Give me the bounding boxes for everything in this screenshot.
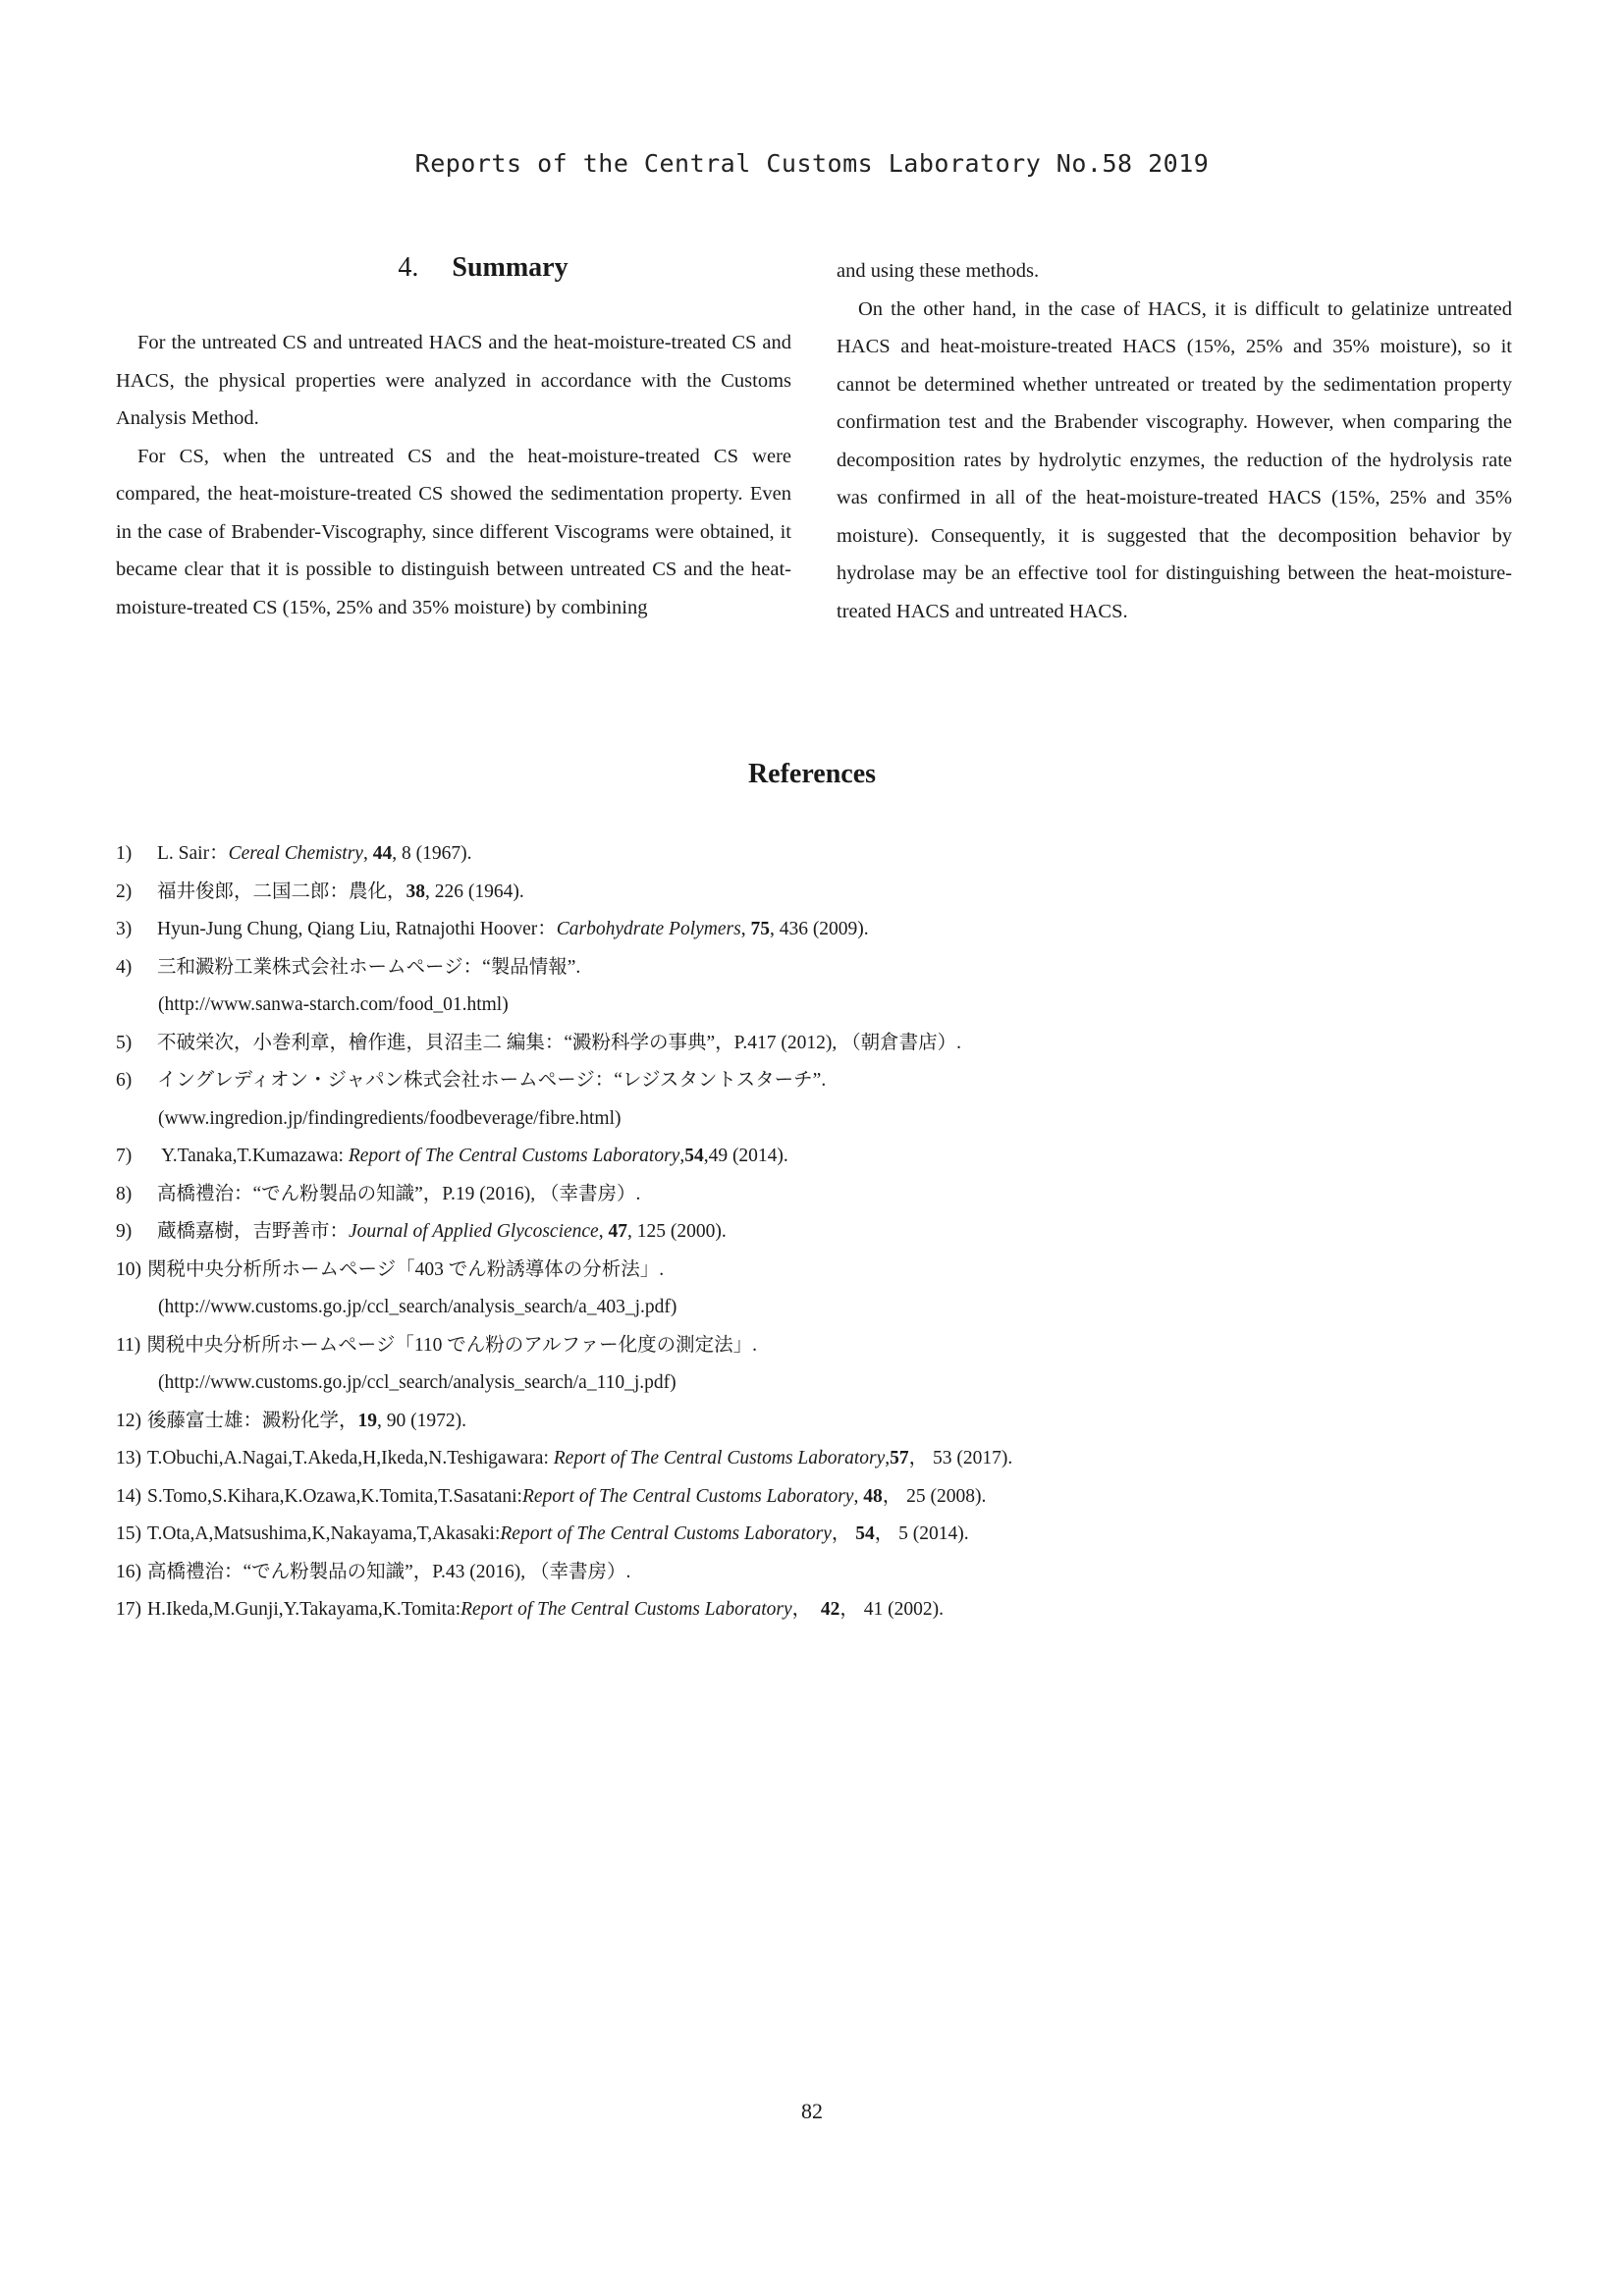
- section-number: 4.: [398, 252, 419, 283]
- reference-r: , 436 (2009).: [769, 919, 869, 939]
- reference-a: S.Tomo,S.Kihara,K.Ozawa,K.Tomita,T.Sasatani:: [147, 1485, 522, 1507]
- reference-number: 10): [116, 1258, 141, 1280]
- reference-v: 48: [863, 1485, 883, 1507]
- summary-paragraph-1: For the untreated CS and untreated HACS and the heat-moisture-treated CS and HACS, the physical properties were analyzed in accordance with the Customs Analysis Method.: [116, 332, 791, 429]
- reference-item: [116, 1403, 1510, 1441]
- reference-r: ,49 (2014).: [703, 1146, 788, 1166]
- reference-item: [116, 911, 1510, 949]
- reference-item: [116, 1176, 1510, 1214]
- reference-a: 高橋禮治：“でん粉製品の知識”，P.43 (2016), （幸書房）.: [147, 1561, 631, 1582]
- reference-r: ， 25 (2008).: [882, 1485, 987, 1507]
- reference-j: Report of The Central Customs Laboratory: [348, 1146, 680, 1166]
- reference-number: 5): [116, 1032, 133, 1053]
- reference-v: 75: [750, 919, 770, 939]
- reference-s1: ,: [679, 1146, 685, 1166]
- reference-r: , 90 (1972).: [377, 1410, 467, 1431]
- page-number: 82: [801, 2099, 823, 2123]
- reference-number: 11): [116, 1334, 141, 1356]
- reference-number: 13): [116, 1448, 141, 1468]
- reference-j: Report of The Central Customs Laboratory: [460, 1599, 792, 1620]
- reference-item: [116, 1478, 1510, 1517]
- reference-s1: ,: [885, 1448, 891, 1468]
- reference-item: [116, 1516, 1510, 1554]
- reference-a: イングレディオン・ジャパン株式会社ホームページ：“レジスタントスターチ”.: [157, 1070, 827, 1091]
- reference-number: 15): [116, 1523, 141, 1544]
- reference-item: [116, 1327, 1510, 1403]
- reference-item: [116, 1440, 1510, 1478]
- reference-item: [116, 1138, 1510, 1176]
- reference-r: , 125 (2000).: [626, 1221, 727, 1242]
- reference-a: 不破栄次，小巻利章，檜作進，貝沼圭二 編集：“澱粉科学の事典”，P.417 (2012), （朝倉書店）.: [157, 1032, 961, 1053]
- references-list: [116, 835, 1510, 1629]
- reference-r: ， 53 (2017).: [908, 1448, 1013, 1468]
- reference-item: [116, 1591, 1510, 1629]
- reference-a: 福井俊郎，二国二郎：農化，: [157, 881, 406, 902]
- reference-number: 9): [116, 1221, 133, 1242]
- reference-a: 三和澱粉工業株式会社ホームページ：“製品情報”.: [157, 956, 581, 978]
- reference-number: 4): [116, 956, 133, 978]
- summary-right-column: [837, 252, 1512, 630]
- reference-item: [116, 1554, 1510, 1592]
- reference-item: [116, 949, 1510, 1025]
- reference-v: 44: [372, 843, 393, 864]
- reference-s1: ,: [598, 1221, 609, 1242]
- running-header: Reports of the Central Customs Laboratory No.58 2019: [414, 149, 1210, 178]
- reference-a: 関税中央分析所ホームページ「110 でん粉のアルファー化度の測定法」.: [146, 1334, 757, 1356]
- reference-number: 1): [116, 843, 133, 864]
- reference-item: [116, 1213, 1510, 1252]
- reference-a: T.Ota,A,Matsushima,K,Nakayama,T,Akasaki:: [147, 1523, 501, 1544]
- reference-r: ， 5 (2014).: [874, 1523, 969, 1544]
- reference-v: 57: [890, 1448, 909, 1468]
- reference-j: Carbohydrate Polymers: [556, 919, 741, 939]
- reference-j: Cereal Chemistry: [228, 843, 363, 864]
- reference-item: [116, 835, 1510, 874]
- reference-j: Report of The Central Customs Laboratory: [521, 1485, 854, 1507]
- reference-a: Y.Tanaka,T.Kumazawa:: [157, 1146, 349, 1166]
- reference-j: Report of The Central Customs Laboratory: [500, 1523, 832, 1544]
- summary-heading: [116, 249, 791, 287]
- reference-r: ， 41 (2002).: [839, 1599, 945, 1620]
- reference-a: H.Ikeda,M.Gunji,Y.Takayama,K.Tomita:: [147, 1599, 461, 1620]
- reference-a: T.Obuchi,A.Nagai,T.Akeda,H,Ikeda,N.Teshigawara:: [147, 1448, 554, 1468]
- reference-v: 38: [406, 881, 426, 902]
- reference-a: 後藤富士雄：澱粉化学，: [147, 1410, 358, 1431]
- references-title: References: [747, 759, 877, 789]
- reference-number: 17): [116, 1599, 141, 1620]
- summary-left-column: [116, 249, 791, 626]
- reference-number: 7): [116, 1146, 133, 1166]
- summary-paragraph-2: For CS, when the untreated CS and the heat-moisture-treated CS were compared, the heat-moisture-treated CS showed the sedimentation property. Even in the case of Brabender-Viscography, since different Viscograms were obtained, it became clear that it is possible to distinguish between untreated CS and the heat-moisture-treated CS (15%, 25% and 35% moisture) by combining: [116, 445, 791, 618]
- reference-number: 3): [116, 919, 133, 939]
- reference-v: 47: [608, 1221, 627, 1242]
- reference-item: [116, 1252, 1510, 1327]
- reference-a: 高橋禮治：“でん粉製品の知識”，P.19 (2016), （幸書房）.: [157, 1183, 641, 1204]
- reference-v: 54: [684, 1146, 704, 1166]
- reference-s1: ，: [791, 1599, 821, 1620]
- reference-number: 16): [116, 1561, 141, 1582]
- reference-v: 54: [855, 1523, 875, 1544]
- reference-number: 14): [116, 1485, 141, 1507]
- reference-r: , 8 (1967).: [392, 843, 472, 864]
- reference-v: 19: [357, 1410, 378, 1431]
- summary-paragraph-4: On the other hand, in the case of HACS, it is difficult to gelatinize untreated HACS and heat-moisture-treated HACS (15%, 25% and 35% moisture), so it cannot be determined whether untreated or treated by the sedimentation property confirmation test and the Brabender viscography. However, when comparing the decomposition rates by hydrolytic enzymes, the reduction of the hydrolysis rate was confirmed in all of the heat-moisture-treated HACS (15%, 25% and 35% moisture). Consequently, it is suggested that the decomposition behavior by hydrolase may be an effective tool for distinguishing between the heat-moisture-treated HACS and untreated HACS.: [837, 297, 1512, 622]
- reference-s1: ,: [853, 1485, 864, 1507]
- reference-a: 関税中央分析所ホームページ「403 でん粉誘導体の分析法」.: [147, 1258, 665, 1280]
- reference-url: (http://www.customs.go.jp/ccl_search/analysis_search/a_110_j.pdf): [158, 1372, 677, 1393]
- reference-item: [116, 1025, 1510, 1063]
- reference-v: 42: [820, 1599, 840, 1620]
- reference-number: 12): [116, 1410, 141, 1431]
- reference-a: L. Sair：: [157, 843, 229, 864]
- reference-s1: ,: [362, 843, 373, 864]
- reference-a: 蔵橋嘉樹，吉野善市：: [157, 1221, 350, 1242]
- reference-url: (http://www.customs.go.jp/ccl_search/analysis_search/a_403_j.pdf): [158, 1297, 677, 1317]
- reference-number: 2): [116, 881, 133, 902]
- reference-s1: ，: [831, 1523, 856, 1544]
- reference-item: [116, 874, 1510, 912]
- summary-paragraph-3: and using these methods.: [837, 260, 1040, 282]
- reference-number: 6): [116, 1070, 133, 1091]
- reference-item: [116, 1062, 1510, 1138]
- reference-a: Hyun-Jung Chung, Qiang Liu, Ratnajothi Hoover：: [157, 919, 557, 939]
- reference-url: (http://www.sanwa-starch.com/food_01.html): [158, 994, 509, 1015]
- reference-s1: ,: [740, 919, 751, 939]
- reference-j: Report of The Central Customs Laboratory: [553, 1448, 886, 1468]
- reference-number: 8): [116, 1183, 133, 1204]
- reference-j: Journal of Applied Glycoscience: [349, 1221, 599, 1242]
- section-title: Summary: [452, 252, 568, 283]
- reference-r: , 226 (1964).: [425, 881, 524, 902]
- reference-url: (www.ingredion.jp/findingredients/foodbeverage/fibre.html): [158, 1107, 622, 1129]
